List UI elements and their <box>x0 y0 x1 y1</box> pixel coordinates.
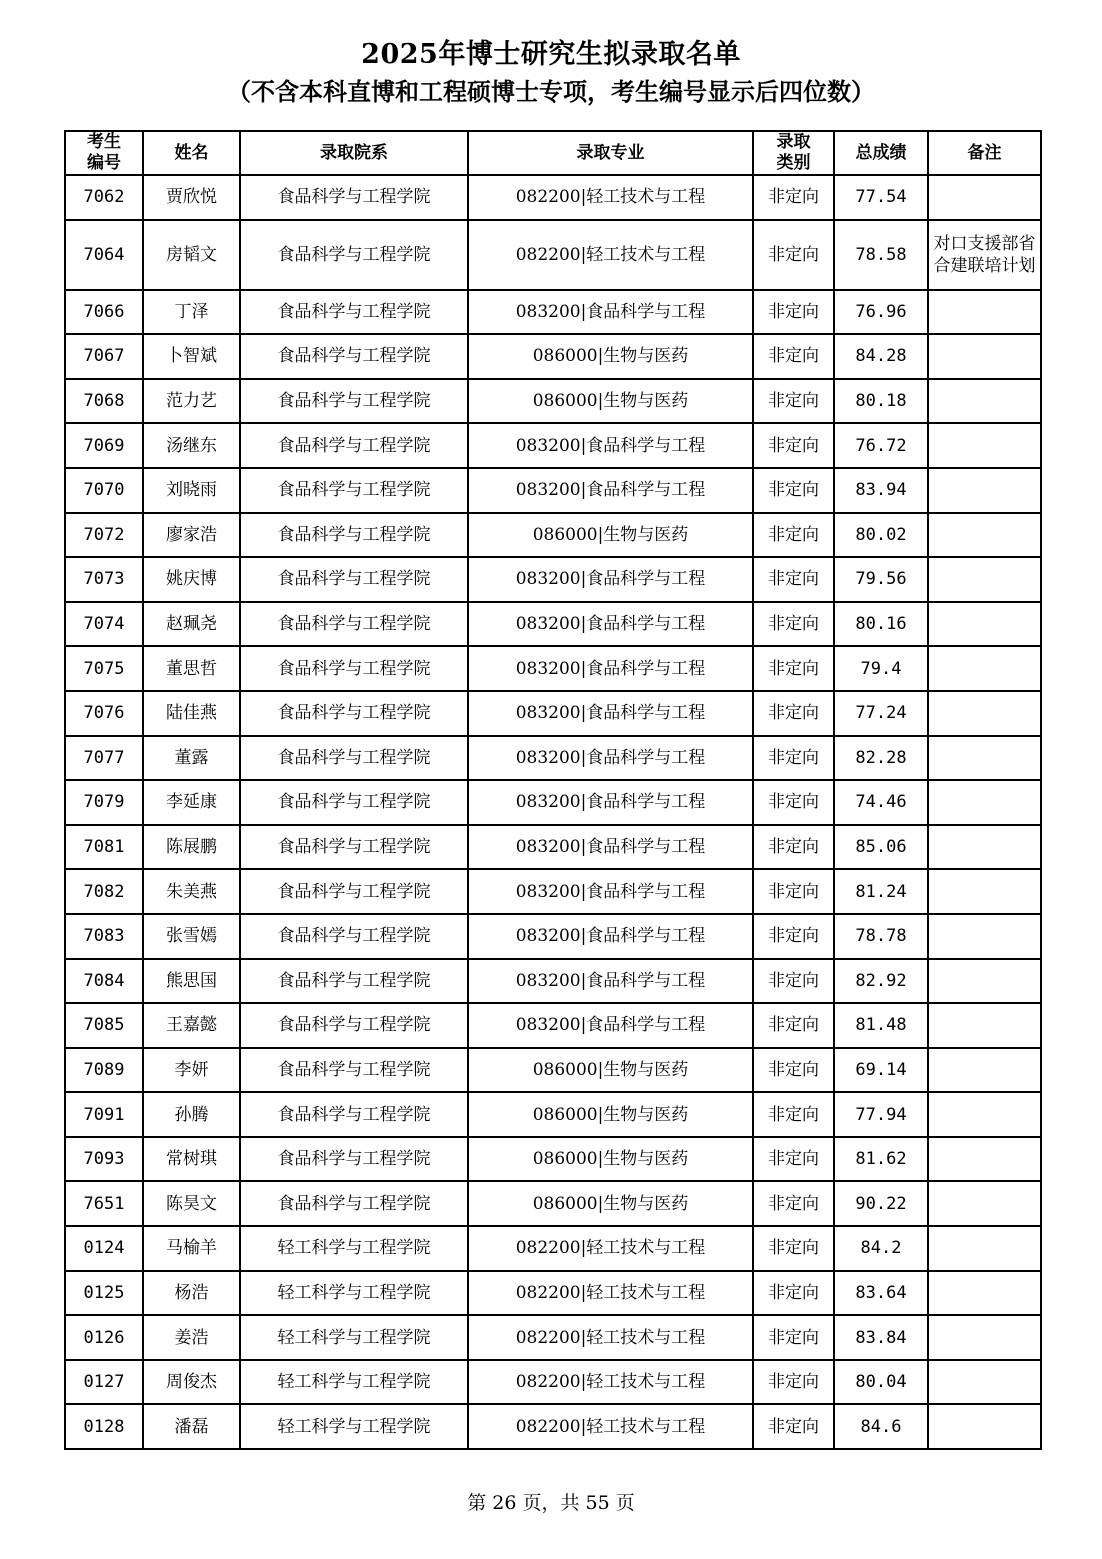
cell-note <box>928 1404 1041 1449</box>
cell-dept: 轻工科学与工程学院 <box>240 1360 468 1405</box>
cell-dept: 轻工科学与工程学院 <box>240 1404 468 1449</box>
cell-dept: 食品科学与工程学院 <box>240 691 468 736</box>
cell-note <box>928 1048 1041 1093</box>
table-row <box>65 220 1041 290</box>
table-row <box>65 513 1041 558</box>
admission-table <box>64 130 1042 1450</box>
cell-dept: 食品科学与工程学院 <box>240 736 468 781</box>
cell-type: 非定向 <box>753 602 834 647</box>
cell-id: 7084 <box>65 959 143 1004</box>
cell-name: 陈展鹏 <box>143 825 240 870</box>
cell-major: 086000|生物与医药 <box>468 513 753 558</box>
cell-major: 083200|食品科学与工程 <box>468 959 753 1004</box>
cell-type: 非定向 <box>753 468 834 513</box>
cell-id: 7081 <box>65 825 143 870</box>
cell-type: 非定向 <box>753 1048 834 1093</box>
table-row <box>65 1137 1041 1182</box>
table-row <box>65 1315 1041 1360</box>
cell-id: 7077 <box>65 736 143 781</box>
cell-major: 086000|生物与医药 <box>468 1092 753 1137</box>
table-row <box>65 334 1041 379</box>
cell-score: 78.58 <box>834 220 928 290</box>
cell-major: 083200|食品科学与工程 <box>468 602 753 647</box>
cell-note <box>928 379 1041 424</box>
cell-type: 非定向 <box>753 379 834 424</box>
cell-note <box>928 1315 1041 1360</box>
cell-note <box>928 513 1041 558</box>
header-score: 总成绩 <box>834 131 928 175</box>
cell-major: 083200|食品科学与工程 <box>468 468 753 513</box>
header-dept: 录取院系 <box>240 131 468 175</box>
cell-type: 非定向 <box>753 513 834 558</box>
cell-note <box>928 1092 1041 1137</box>
cell-id: 7079 <box>65 780 143 825</box>
cell-score: 80.16 <box>834 602 928 647</box>
cell-dept: 食品科学与工程学院 <box>240 1181 468 1226</box>
cell-type: 非定向 <box>753 1271 834 1316</box>
cell-score: 80.18 <box>834 379 928 424</box>
cell-score: 81.24 <box>834 869 928 914</box>
cell-id: 7083 <box>65 914 143 959</box>
cell-dept: 食品科学与工程学院 <box>240 513 468 558</box>
cell-name: 贾欣悦 <box>143 175 240 220</box>
cell-name: 王嘉懿 <box>143 1003 240 1048</box>
cell-dept: 食品科学与工程学院 <box>240 869 468 914</box>
cell-name: 姚庆博 <box>143 557 240 602</box>
table-row <box>65 1003 1041 1048</box>
cell-note <box>928 602 1041 647</box>
cell-major: 086000|生物与医药 <box>468 1048 753 1093</box>
cell-type: 非定向 <box>753 1226 834 1271</box>
cell-dept: 食品科学与工程学院 <box>240 1003 468 1048</box>
cell-score: 84.6 <box>834 1404 928 1449</box>
cell-id: 7085 <box>65 1003 143 1048</box>
cell-note <box>928 1181 1041 1226</box>
cell-note <box>928 557 1041 602</box>
cell-type: 非定向 <box>753 914 834 959</box>
cell-note <box>928 1226 1041 1271</box>
cell-major: 086000|生物与医药 <box>468 1137 753 1182</box>
cell-note <box>928 780 1041 825</box>
cell-name: 丁泽 <box>143 290 240 335</box>
cell-id: 7075 <box>65 646 143 691</box>
table-row <box>65 691 1041 736</box>
cell-dept: 食品科学与工程学院 <box>240 423 468 468</box>
cell-note <box>928 646 1041 691</box>
cell-name: 赵珮尧 <box>143 602 240 647</box>
table-row <box>65 736 1041 781</box>
cell-dept: 食品科学与工程学院 <box>240 646 468 691</box>
table-row <box>65 959 1041 1004</box>
cell-name: 孙腾 <box>143 1092 240 1137</box>
cell-dept: 食品科学与工程学院 <box>240 1092 468 1137</box>
cell-id: 7070 <box>65 468 143 513</box>
cell-score: 77.24 <box>834 691 928 736</box>
cell-dept: 轻工科学与工程学院 <box>240 1271 468 1316</box>
header-type: 录取 类别 <box>753 131 834 175</box>
cell-id: 7069 <box>65 423 143 468</box>
cell-type: 非定向 <box>753 557 834 602</box>
cell-id: 7074 <box>65 602 143 647</box>
cell-score: 85.06 <box>834 825 928 870</box>
cell-dept: 食品科学与工程学院 <box>240 1048 468 1093</box>
cell-dept: 食品科学与工程学院 <box>240 557 468 602</box>
cell-id: 0124 <box>65 1226 143 1271</box>
page-title: 2025年博士研究生拟录取名单 <box>361 39 741 70</box>
cell-score: 80.02 <box>834 513 928 558</box>
cell-note <box>928 825 1041 870</box>
cell-dept: 食品科学与工程学院 <box>240 468 468 513</box>
cell-id: 7089 <box>65 1048 143 1093</box>
cell-note <box>928 959 1041 1004</box>
cell-name: 李妍 <box>143 1048 240 1093</box>
header-major: 录取专业 <box>468 131 753 175</box>
cell-name: 刘晓雨 <box>143 468 240 513</box>
table-row <box>65 1181 1041 1226</box>
cell-name: 熊思国 <box>143 959 240 1004</box>
cell-score: 77.54 <box>834 175 928 220</box>
cell-dept: 轻工科学与工程学院 <box>240 1315 468 1360</box>
cell-type: 非定向 <box>753 691 834 736</box>
cell-dept: 食品科学与工程学院 <box>240 914 468 959</box>
cell-type: 非定向 <box>753 1181 834 1226</box>
cell-id: 0128 <box>65 1404 143 1449</box>
table-row <box>65 1092 1041 1137</box>
cell-note <box>928 334 1041 379</box>
cell-type: 非定向 <box>753 334 834 379</box>
cell-type: 非定向 <box>753 290 834 335</box>
cell-major: 083200|食品科学与工程 <box>468 557 753 602</box>
cell-note <box>928 1003 1041 1048</box>
cell-score: 84.28 <box>834 334 928 379</box>
table-row <box>65 290 1041 335</box>
cell-note <box>928 423 1041 468</box>
cell-id: 7062 <box>65 175 143 220</box>
cell-score: 79.56 <box>834 557 928 602</box>
cell-score: 80.04 <box>834 1360 928 1405</box>
cell-note: 对口支援部省合建联培计划 <box>928 220 1041 290</box>
cell-score: 79.4 <box>834 646 928 691</box>
cell-dept: 食品科学与工程学院 <box>240 290 468 335</box>
cell-name: 常树琪 <box>143 1137 240 1182</box>
cell-note <box>928 914 1041 959</box>
cell-name: 范力艺 <box>143 379 240 424</box>
cell-id: 7082 <box>65 869 143 914</box>
cell-name: 卜智斌 <box>143 334 240 379</box>
cell-score: 74.46 <box>834 780 928 825</box>
cell-dept: 食品科学与工程学院 <box>240 1137 468 1182</box>
cell-name: 张雪嫣 <box>143 914 240 959</box>
cell-score: 77.94 <box>834 1092 928 1137</box>
cell-name: 姜浩 <box>143 1315 240 1360</box>
cell-name: 董思哲 <box>143 646 240 691</box>
cell-score: 83.84 <box>834 1315 928 1360</box>
cell-id: 7073 <box>65 557 143 602</box>
cell-name: 朱美燕 <box>143 869 240 914</box>
header-id: 考生 编号 <box>65 131 143 175</box>
cell-type: 非定向 <box>753 825 834 870</box>
cell-id: 7064 <box>65 220 143 290</box>
cell-name: 杨浩 <box>143 1271 240 1316</box>
table-body <box>65 175 1041 1449</box>
cell-name: 陆佳燕 <box>143 691 240 736</box>
cell-major: 083200|食品科学与工程 <box>468 290 753 335</box>
table-row <box>65 557 1041 602</box>
cell-note <box>928 290 1041 335</box>
cell-name: 董露 <box>143 736 240 781</box>
header-note: 备注 <box>928 131 1041 175</box>
cell-dept: 食品科学与工程学院 <box>240 959 468 1004</box>
table-row <box>65 175 1041 220</box>
cell-major: 083200|食品科学与工程 <box>468 736 753 781</box>
table-row <box>65 468 1041 513</box>
cell-major: 082200|轻工技术与工程 <box>468 1404 753 1449</box>
cell-id: 0126 <box>65 1315 143 1360</box>
cell-note <box>928 468 1041 513</box>
cell-id: 7066 <box>65 290 143 335</box>
cell-id: 7067 <box>65 334 143 379</box>
cell-note <box>928 869 1041 914</box>
cell-major: 082200|轻工技术与工程 <box>468 175 753 220</box>
cell-major: 082200|轻工技术与工程 <box>468 1315 753 1360</box>
cell-note <box>928 1271 1041 1316</box>
page-subtitle: （不含本科直博和工程硕博士专项，考生编号显示后四位数） <box>227 77 875 106</box>
cell-type: 非定向 <box>753 1137 834 1182</box>
cell-id: 7091 <box>65 1092 143 1137</box>
cell-note <box>928 1360 1041 1405</box>
cell-name: 李延康 <box>143 780 240 825</box>
table-row <box>65 1226 1041 1271</box>
cell-major: 082200|轻工技术与工程 <box>468 1360 753 1405</box>
cell-type: 非定向 <box>753 959 834 1004</box>
cell-id: 7072 <box>65 513 143 558</box>
cell-major: 083200|食品科学与工程 <box>468 423 753 468</box>
cell-score: 81.62 <box>834 1137 928 1182</box>
cell-score: 78.78 <box>834 914 928 959</box>
table-header-row <box>65 131 1041 175</box>
cell-dept: 食品科学与工程学院 <box>240 334 468 379</box>
cell-score: 81.48 <box>834 1003 928 1048</box>
cell-type: 非定向 <box>753 1315 834 1360</box>
table-row <box>65 780 1041 825</box>
cell-name: 房韬文 <box>143 220 240 290</box>
cell-major: 083200|食品科学与工程 <box>468 914 753 959</box>
cell-type: 非定向 <box>753 736 834 781</box>
table-row <box>65 379 1041 424</box>
cell-major: 083200|食品科学与工程 <box>468 825 753 870</box>
cell-major: 083200|食品科学与工程 <box>468 780 753 825</box>
cell-dept: 轻工科学与工程学院 <box>240 1226 468 1271</box>
cell-id: 7068 <box>65 379 143 424</box>
cell-type: 非定向 <box>753 175 834 220</box>
cell-type: 非定向 <box>753 1404 834 1449</box>
header-name: 姓名 <box>143 131 240 175</box>
cell-score: 82.92 <box>834 959 928 1004</box>
cell-score: 76.72 <box>834 423 928 468</box>
cell-type: 非定向 <box>753 1360 834 1405</box>
cell-type: 非定向 <box>753 869 834 914</box>
cell-name: 廖家浩 <box>143 513 240 558</box>
cell-type: 非定向 <box>753 780 834 825</box>
cell-name: 潘磊 <box>143 1404 240 1449</box>
cell-score: 69.14 <box>834 1048 928 1093</box>
cell-score: 83.94 <box>834 468 928 513</box>
table-row <box>65 869 1041 914</box>
cell-id: 0127 <box>65 1360 143 1405</box>
table-row <box>65 1271 1041 1316</box>
cell-dept: 食品科学与工程学院 <box>240 780 468 825</box>
cell-type: 非定向 <box>753 220 834 290</box>
cell-major: 086000|生物与医药 <box>468 1181 753 1226</box>
cell-note <box>928 1137 1041 1182</box>
cell-id: 7651 <box>65 1181 143 1226</box>
cell-dept: 食品科学与工程学院 <box>240 825 468 870</box>
cell-type: 非定向 <box>753 646 834 691</box>
cell-name: 汤继东 <box>143 423 240 468</box>
cell-dept: 食品科学与工程学院 <box>240 220 468 290</box>
page-footer: 第 26 页，共 55 页 <box>467 1492 635 1514</box>
cell-major: 083200|食品科学与工程 <box>468 646 753 691</box>
cell-id: 7076 <box>65 691 143 736</box>
cell-type: 非定向 <box>753 1003 834 1048</box>
table-row <box>65 1360 1041 1405</box>
cell-score: 83.64 <box>834 1271 928 1316</box>
cell-type: 非定向 <box>753 423 834 468</box>
cell-major: 082200|轻工技术与工程 <box>468 220 753 290</box>
cell-score: 76.96 <box>834 290 928 335</box>
cell-type: 非定向 <box>753 1092 834 1137</box>
table-row <box>65 1048 1041 1093</box>
cell-major: 083200|食品科学与工程 <box>468 1003 753 1048</box>
cell-name: 陈昊文 <box>143 1181 240 1226</box>
cell-major: 083200|食品科学与工程 <box>468 691 753 736</box>
cell-dept: 食品科学与工程学院 <box>240 379 468 424</box>
table-row <box>65 1404 1041 1449</box>
table-row <box>65 602 1041 647</box>
cell-note <box>928 175 1041 220</box>
cell-major: 083200|食品科学与工程 <box>468 869 753 914</box>
cell-note <box>928 736 1041 781</box>
cell-major: 082200|轻工技术与工程 <box>468 1271 753 1316</box>
table-row <box>65 423 1041 468</box>
cell-id: 0125 <box>65 1271 143 1316</box>
cell-dept: 食品科学与工程学院 <box>240 602 468 647</box>
cell-score: 84.2 <box>834 1226 928 1271</box>
cell-major: 086000|生物与医药 <box>468 334 753 379</box>
cell-score: 82.28 <box>834 736 928 781</box>
cell-name: 周俊杰 <box>143 1360 240 1405</box>
cell-score: 90.22 <box>834 1181 928 1226</box>
cell-major: 086000|生物与医药 <box>468 379 753 424</box>
cell-dept: 食品科学与工程学院 <box>240 175 468 220</box>
table-row <box>65 914 1041 959</box>
cell-name: 马榆羊 <box>143 1226 240 1271</box>
cell-major: 082200|轻工技术与工程 <box>468 1226 753 1271</box>
table-row <box>65 825 1041 870</box>
cell-note <box>928 691 1041 736</box>
table-row <box>65 646 1041 691</box>
cell-id: 7093 <box>65 1137 143 1182</box>
